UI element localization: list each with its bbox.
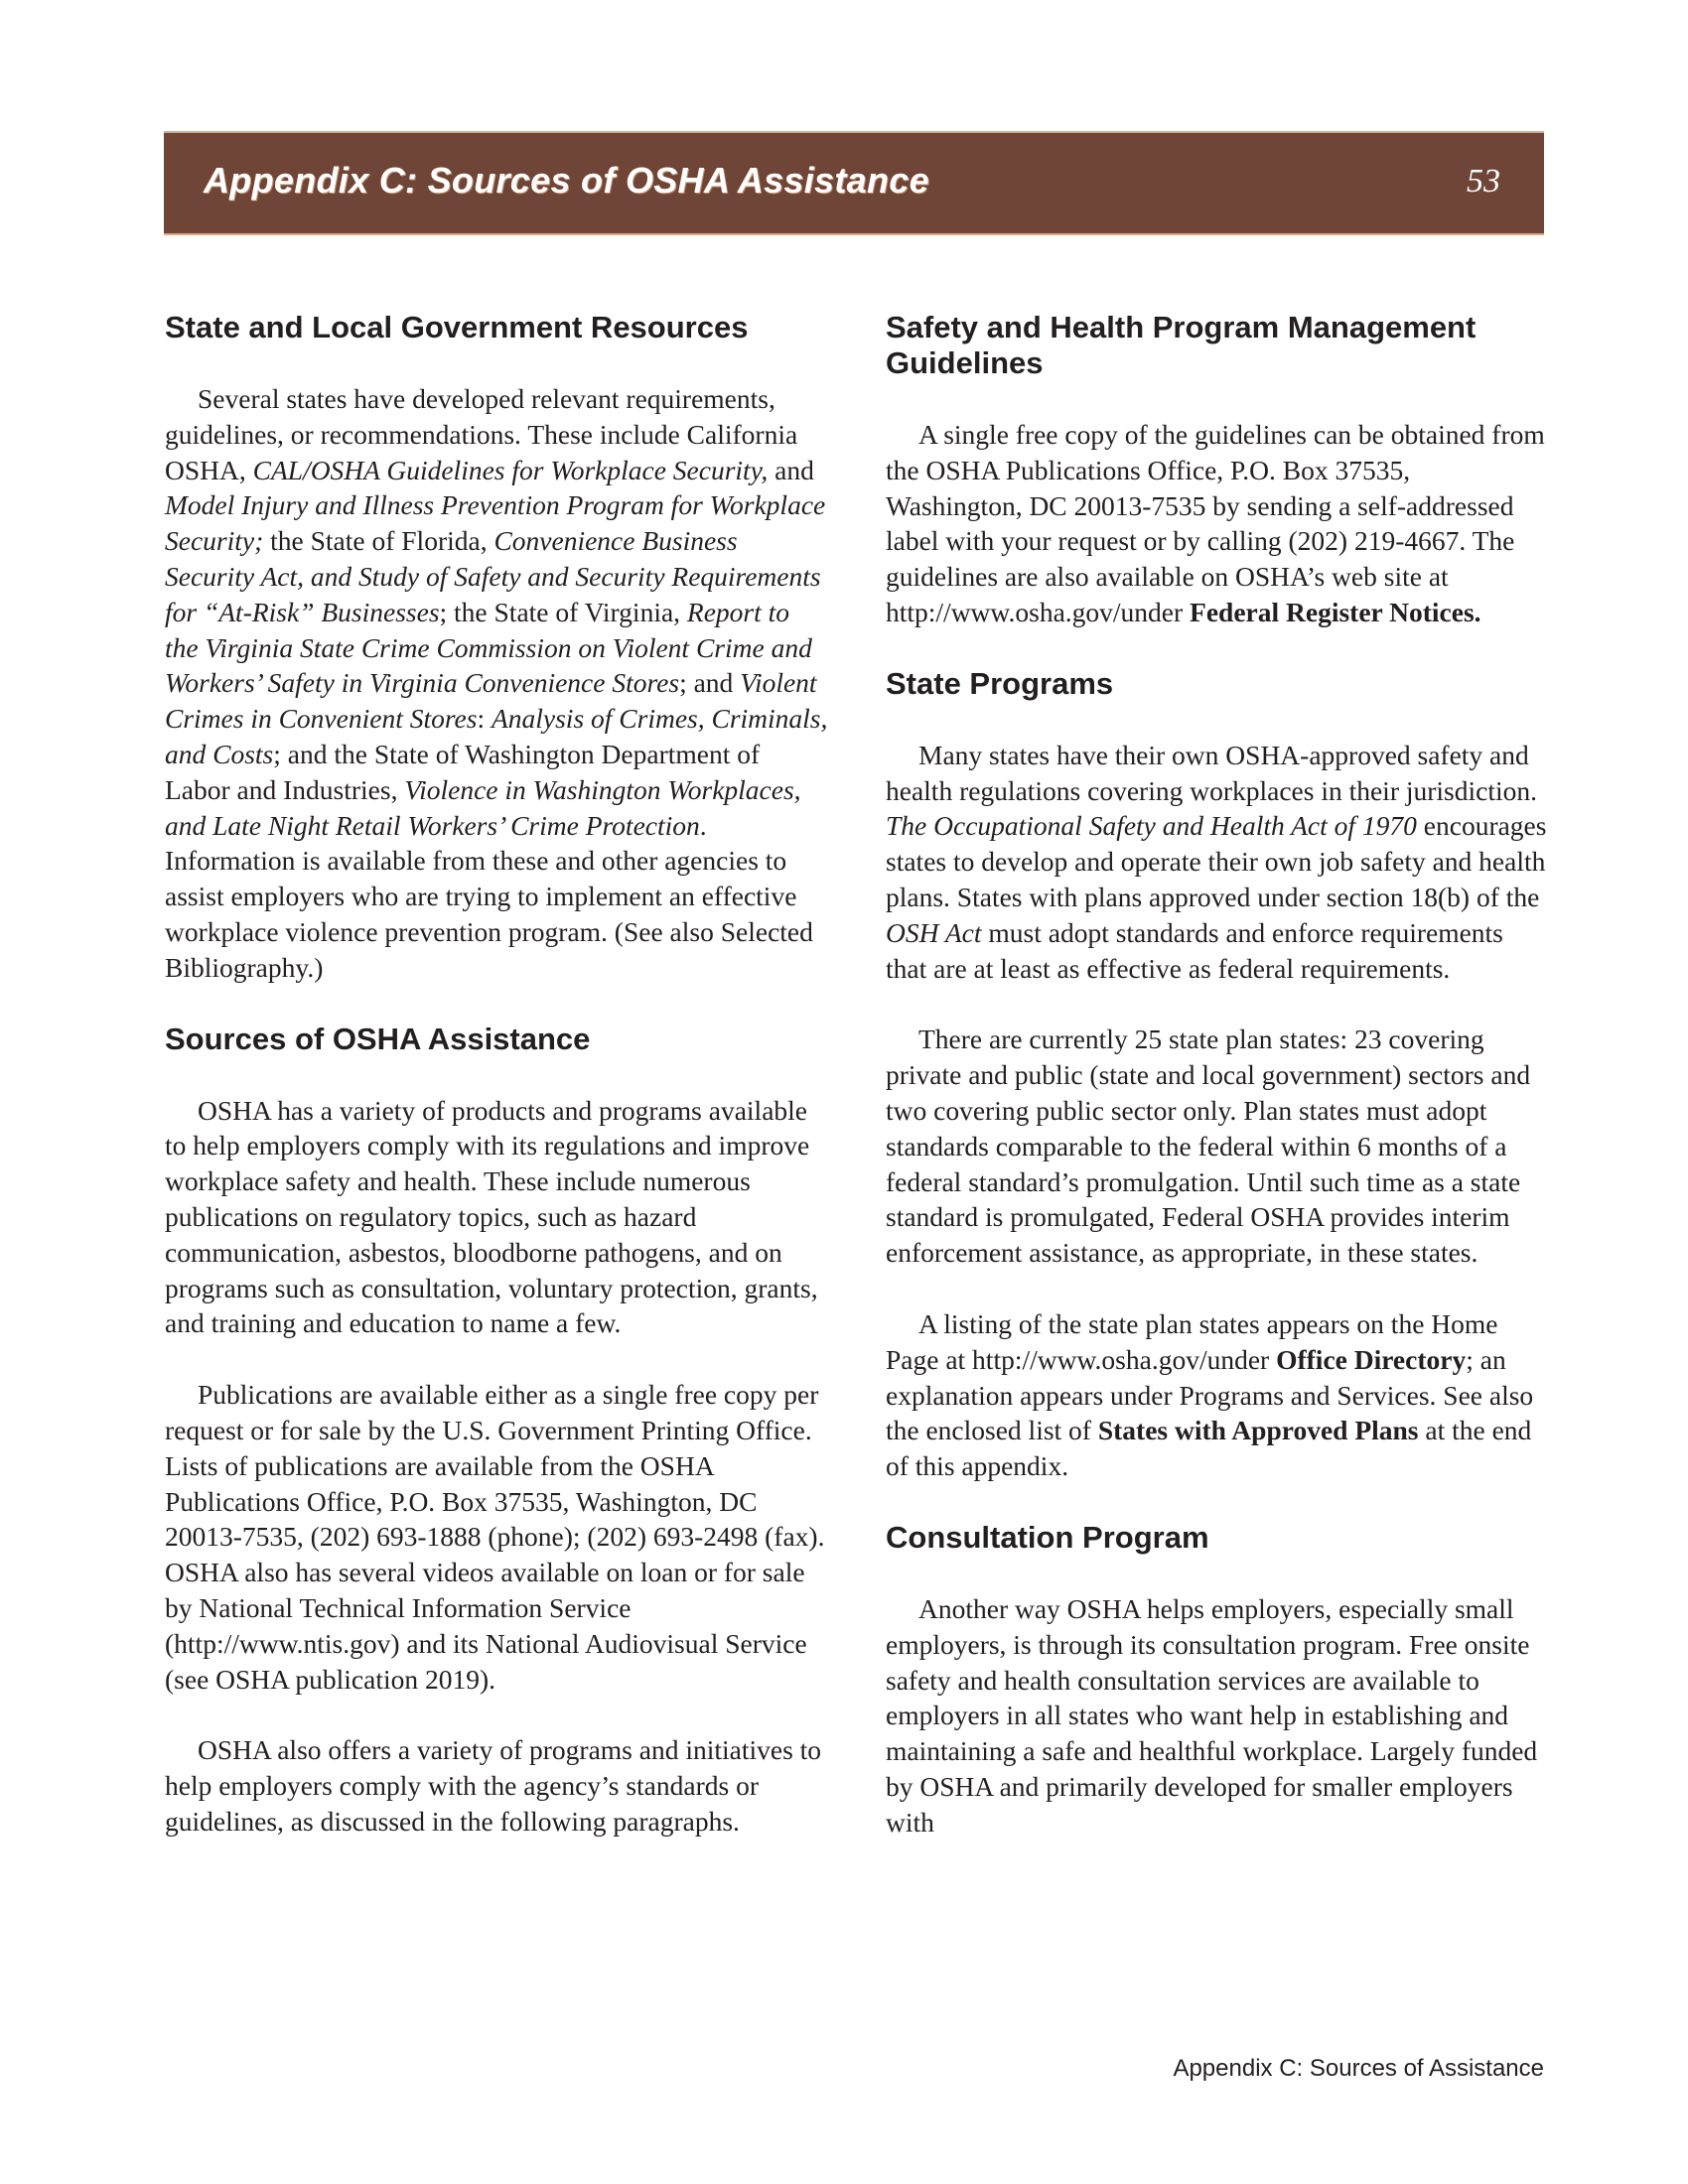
text-run: Many states have their own OSHA-approved safety and health regulations covering workplaces in their jurisdiction. bbox=[886, 739, 1537, 806]
chapter-header-bar bbox=[164, 131, 1544, 235]
paragraph bbox=[886, 1591, 1549, 1841]
text-run: Publications are available either as a single free copy per request or for sale by the U.S. Government Printing Office. Lists of publications are available from the OSHA Publications Office, P.O. Box 37535, Washington, DC 20013-7535, (202) 693-1888 (phone); (202) 693-2498 (fax). OSHA also has several videos available on loan or for sale by National Technical Information Service (http://www.ntis.gov) and its National Audiovisual Service (see OSHA publication 2019). bbox=[165, 1379, 825, 1695]
text-run: : bbox=[477, 703, 492, 735]
text-run: OSHA also offers a variety of programs and initiatives to help employers comply with the agency’s standards or guidelines, as discussed in the following paragraphs. bbox=[165, 1734, 822, 1837]
text-run: ; and the State of Washington Department of Labor and Industries, bbox=[165, 738, 761, 805]
text-run: must adopt standards and enforce requirements that are at least as effective as federal requirements. bbox=[886, 916, 1503, 984]
section-heading: State and Local Government Resources bbox=[165, 310, 749, 344]
text-run: ; and bbox=[679, 667, 741, 699]
text-run: Office Directory bbox=[1276, 1343, 1467, 1375]
text-run: OSH Act bbox=[886, 916, 982, 948]
left-column bbox=[165, 310, 828, 1875]
text-run: CAL/OSHA Guidelines for Workplace Security, bbox=[252, 454, 769, 485]
text-run: A single free copy of the guidelines can be obtained from the OSHA Publications Office, P.O. Box 37535, Washington, DC 20013-7535 by sending a self-addressed label with your request or by calling (202) 219-4667. The guidelines are also available on OSHA’s web site at http://www.osha.gov/under bbox=[886, 419, 1545, 627]
section-heading: Safety and Health Program Management Guidelines bbox=[886, 310, 1477, 380]
text-run: encourages states to develop and operate their own job safety and health plans. States with plans approved under section 18(b) of the bbox=[886, 810, 1547, 912]
paragraph bbox=[886, 1306, 1549, 1484]
text-run: Model Injury and Illness Prevention Program for Workplace Security; bbox=[165, 489, 826, 557]
text-run: Analysis of Crimes, Criminals, and Costs bbox=[165, 703, 828, 769]
paragraph bbox=[886, 1022, 1549, 1271]
text-run: The Occupational Safety and Health Act of 1970 bbox=[886, 810, 1417, 842]
paragraph bbox=[165, 381, 828, 986]
text-run: Several states have developed relevant requirements, guidelines, or recommendations. These include California OSHA, bbox=[165, 383, 798, 485]
text-run: A listing of the state plan states appears on the Home Page at http://www.osha.gov/under bbox=[886, 1307, 1498, 1375]
text-run: States with Approved Plans bbox=[1097, 1415, 1419, 1446]
text-run: Violence in Washington Workplaces, and Late Night Retail Workers’ Crime Protection bbox=[165, 773, 801, 841]
text-run: ; an explanation appears under Programs and Services. See also the enclosed list of bbox=[886, 1343, 1534, 1446]
text-run: ; the State of Virginia, bbox=[439, 596, 687, 627]
section-heading: State Programs bbox=[886, 665, 1114, 701]
text-run: and bbox=[768, 454, 814, 485]
text-run: OSHA has a variety of products and programs available to help employers comply with its regulations and improve workplace safety and health. These include numerous publications on regulatory topics, such as hazard communication, asbestos, bloodborne pathogens, and on programs such as consultation, voluntary protection, grants, and training and education to name a few. bbox=[165, 1094, 818, 1339]
text-run: There are currently 25 state plan states: 23 covering private and public (state and local government) sectors and two covering public sector only. Plan states must adopt standards comparable to the federal within 6 months of a federal standard’s promulgation. Until such time as a state standard is promulgated, Federal OSHA provides interim enforcement assistance, as appropriate, in these states. bbox=[886, 1024, 1531, 1269]
page-number: 53 bbox=[1467, 163, 1500, 200]
section-state-local-resources bbox=[165, 310, 828, 986]
section-heading: Consultation Program bbox=[886, 1519, 1209, 1555]
right-column bbox=[886, 310, 1549, 1876]
section-sources-of-osha-assistance bbox=[165, 1022, 828, 1840]
section-consultation-program bbox=[886, 1520, 1549, 1841]
text-run: the State of Florida, bbox=[263, 525, 494, 557]
paragraph bbox=[165, 1093, 828, 1342]
text-run: Convenience Business Security Act, and Study of Safety and Security Requirements for “At-Risk” Businesses bbox=[165, 525, 821, 627]
paragraph bbox=[886, 417, 1549, 630]
chapter-title: Appendix C: Sources of OSHA Assistance bbox=[204, 160, 929, 201]
section-state-programs bbox=[886, 666, 1549, 1484]
text-run: . Information is available from these and other agencies to assist employers who are trying to implement an effective workplace violence prevention program. (See also Selected Bibliography.) bbox=[165, 809, 813, 983]
section-program-management-guidelines bbox=[886, 310, 1549, 630]
text-run: Violent Crimes in Convenient Stores bbox=[165, 667, 817, 735]
text-run: Federal Register Notices. bbox=[1190, 596, 1481, 627]
text-run: at the end of this appendix. bbox=[886, 1415, 1532, 1482]
paragraph bbox=[165, 1732, 828, 1839]
section-heading: Sources of OSHA Assistance bbox=[165, 1021, 591, 1056]
paragraph bbox=[886, 738, 1549, 987]
text-run: Another way OSHA helps employers, especially small employers, is through its consultation program. Free onsite safety and health consultation services are available to employers in all states who want help in establishing and maintaining a safe and healthful workplace. Largely funded by OSHA and primarily developed for smaller employers with bbox=[886, 1592, 1538, 1838]
text-run: Report to the Virginia State Crime Commission on Violent Crime and Workers’ Safety in Virginia Convenience Stores bbox=[165, 596, 812, 699]
paragraph bbox=[165, 1377, 828, 1697]
running-footer: Appendix C: Sources of Assistance bbox=[1173, 2055, 1544, 2082]
